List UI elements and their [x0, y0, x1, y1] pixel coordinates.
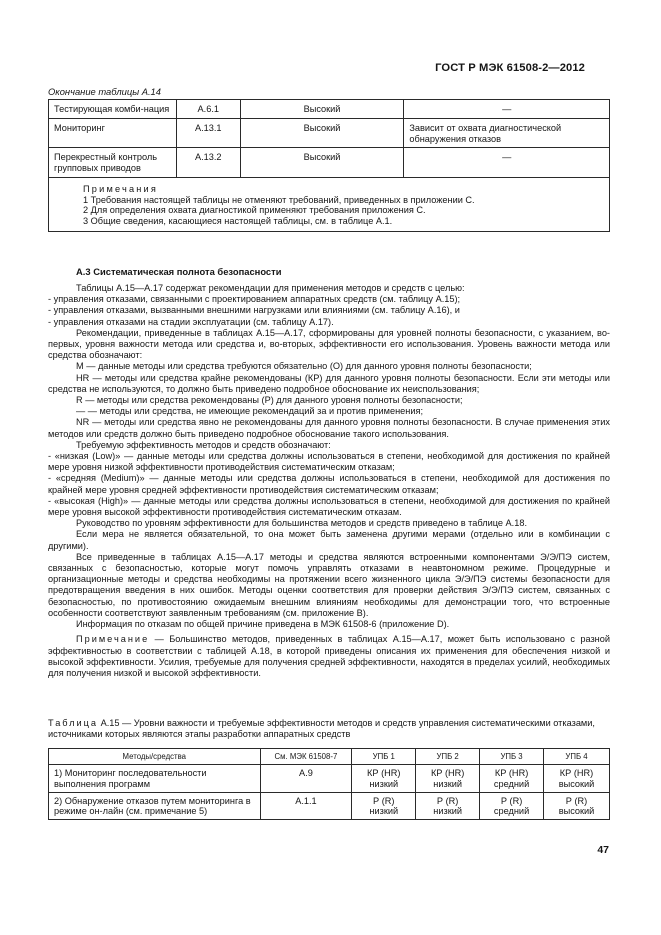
- section-title: А.3 Систематическая полнота безопасности: [76, 266, 282, 277]
- effectiveness: средний: [493, 806, 530, 817]
- notes-row: [49, 177, 610, 231]
- header-cell: Методы/средства: [49, 749, 261, 765]
- effectiveness: низкий: [369, 778, 399, 789]
- page-header: ГОСТ Р МЭК 61508-2—2012: [435, 62, 585, 74]
- level-cell: Высокий: [240, 118, 404, 148]
- note-paragraph: [48, 634, 610, 679]
- method-cell: Тестирующая комби-нация: [49, 100, 177, 119]
- importance-level: КР (HR): [494, 768, 529, 779]
- body-text: [48, 283, 610, 679]
- sil-cell: [544, 765, 610, 793]
- ref-cell: А.13.1: [176, 118, 240, 148]
- importance-level: КР (HR): [430, 768, 465, 779]
- sil-cell: [544, 792, 610, 820]
- level-cell: Высокий: [240, 148, 404, 178]
- note-text: — Большинство методов, приведенных в таблицах А.15—А.17, может быть использовано с разной эффективностью в соответствии с таблицей А.18, в которой приведены описания их применения для обеспечения низкой и высокой эффективности. Усилия, требуемые для получения средней эффективности, находятся в пределах усилий, необходимых для получения низкой и высокой эффективности.: [48, 634, 610, 678]
- paragraph: - «высокая (High)» — данные методы или средства должны использоваться в степени, необходимой для достижения по крайней мере уровня высокой эффективности противодействия систематическим отказам.: [48, 495, 610, 518]
- comment-cell: —: [404, 100, 610, 119]
- importance-level: Р (R): [565, 795, 588, 806]
- ref-cell: А.9: [260, 765, 352, 793]
- page-number: 47: [597, 844, 609, 856]
- sil-cell: [416, 765, 480, 793]
- paragraph: Информация по отказам по общей причине приведена в МЭК 61508-6 (приложение D).: [76, 619, 450, 630]
- effectiveness: средний: [493, 778, 530, 789]
- paragraph-list: [48, 283, 610, 630]
- caption-text: А.15 — Уровни важности и требуемые эффективности методов и средств управления систематическими отказами, источниками которых являются этапы разработки аппаратных средств: [48, 718, 595, 740]
- sil-cell: [352, 792, 416, 820]
- paragraph: Если мера не является обязательной, то она может быть заменена другими мерами (отдельно или в комбинации с другими).: [48, 529, 610, 551]
- caption-label: Таблица: [48, 718, 99, 728]
- importance-level: Р (R): [436, 795, 459, 806]
- paragraph: - «низкая (Low)» — данные методы или средства должны использоваться в степени, необходимой для достижения по крайней мере уровня низкой эффективности противодействия систематическим отказам;: [48, 451, 610, 473]
- sil-cell: [416, 792, 480, 820]
- effectiveness: низкий: [369, 806, 399, 817]
- method-cell: Мониторинг: [49, 118, 177, 148]
- table-a15-caption: [48, 718, 610, 740]
- note-item: 2 Для определения охвата диагностикой применяют требования приложения С.: [83, 205, 426, 216]
- method-cell: 1) Мониторинг последовательности выполнения программ: [49, 765, 261, 793]
- paragraph: - управления отказами, вызванными внешними нагрузками или влияниями (см. таблицу А.16), и: [48, 305, 460, 316]
- paragraph: М — данные методы или средства требуются обязательно (О) для данного уровня полноты безопасности;: [76, 361, 532, 372]
- effectiveness: низкий: [433, 806, 462, 817]
- level-cell: Высокий: [240, 100, 404, 119]
- header-cell: См. МЭК 61508-7: [260, 749, 352, 765]
- paragraph: HR — методы или средства крайне рекомендованы (КР) для данного уровня полноты безопасности. Если эти методы или средства не используются, то должно быть приведено подробное обоснование их неиспользования;: [48, 372, 610, 394]
- comment-cell: Зависит от охвата диагностической обнаружения отказов: [404, 118, 610, 148]
- effectiveness: низкий: [433, 778, 462, 789]
- sil-cell: [352, 765, 416, 793]
- paragraph: - управления отказами на стадии эксплуатации (см. таблицу А.17).: [48, 316, 334, 327]
- paragraph: NR — методы или средства явно не рекомендованы для данного уровня полноты безопасности. В случае применения этих методов или средств должно быть приведено подробное обоснование такого использования.: [48, 417, 610, 439]
- paragraph: — — методы или средства, не имеющие рекомендаций за и против применения;: [76, 406, 423, 417]
- table-continuation-caption: Окончание таблицы А.14: [48, 86, 161, 97]
- comment-cell: —: [404, 148, 610, 178]
- ref-cell: А.1.1: [260, 792, 352, 820]
- note-item: 3 Общие сведения, касающиеся настоящей таблицы, см. в таблице А.1.: [83, 216, 393, 227]
- paragraph: Руководство по уровням эффективности для большинства методов и средств приведено в таблице А.18.: [76, 518, 528, 529]
- paragraph: Требуемую эффективность методов и средств обозначают:: [76, 439, 331, 450]
- table-a15: [48, 748, 610, 820]
- header-cell: УПБ 4: [544, 749, 610, 765]
- table-row: [49, 118, 610, 148]
- sil-cell: [480, 765, 544, 793]
- table-row: [49, 765, 610, 793]
- effectiveness: высокий: [558, 778, 595, 789]
- method-cell: 2) Обнаружение отказов путем мониторинга в режиме он-лайн (см. примечание 5): [49, 792, 261, 820]
- header-cell: УПБ 1: [352, 749, 416, 765]
- paragraph: Таблицы А.15—А.17 содержат рекомендации для применения методов и средств с целью:: [76, 283, 465, 293]
- ref-cell: А.6.1: [176, 100, 240, 119]
- table-header-row: [49, 749, 610, 765]
- importance-level: Р (R): [373, 795, 395, 806]
- header-cell: УПБ 2: [416, 749, 480, 765]
- table-a14: [48, 99, 610, 232]
- ref-cell: А.13.2: [176, 148, 240, 178]
- importance-level: КР (HR): [367, 768, 401, 779]
- note-label: Примечание: [76, 634, 150, 645]
- table-row: [49, 792, 610, 820]
- effectiveness: высокий: [558, 806, 595, 817]
- sil-cell: [480, 792, 544, 820]
- notes-cell: [49, 177, 610, 231]
- paragraph: Все приведенные в таблицах А.15—А.17 методы и средства являются встроенными компонентами Э/Э/ПЭ систем, связанных с безопасностью, которые могут помочь управлять отказами в неавтономном режиме. Процедурные и организационные методы и средства необходимы на протяжении всего жизненного цикла Э/Э/ПЭ системы безопасности для предотвращения введения в них ошибок. Методы оценки соответствия для проверки действия Э/Э/ПЭ систем, связанных с безопасностью, по противостоянию ожидаемым внешним влияниям необходимы для демонстрации того, что встроенные особенности соответствуют заявленным требованиям (см. приложение В).: [48, 551, 610, 618]
- paragraph: - управления отказами, связанными с проектированием аппаратных средств (см. таблицу А.15);: [48, 294, 461, 305]
- header-cell: УПБ 3: [480, 749, 544, 765]
- paragraph: R — методы или средства рекомендованы (Р) для данного уровня полноты безопасности;: [76, 395, 463, 406]
- note-item: 1 Требования настоящей таблицы не отменяют требований, приведенных в приложении С.: [83, 194, 475, 205]
- paragraph: Рекомендации, приведенные в таблицах А.15—А.17, сформированы для уровней полноты безопасности, с указанием, во-первых, уровня важности метода или средства и, во-вторых, эффективности его использования. Уровень важности метода или средства обозначают:: [48, 327, 610, 361]
- table-row: [49, 100, 610, 119]
- importance-level: Р (R): [500, 795, 523, 806]
- table-row: [49, 148, 610, 178]
- method-cell: Перекрестный контроль групповых приводов: [49, 148, 177, 178]
- notes-title: Примечания: [83, 183, 159, 194]
- paragraph: - «средняя (Medium)» — данные методы или средства должны использоваться в степени, необходимой для достижения по крайней мере уровня средней эффективности противодействия систематическим отказам;: [48, 473, 610, 495]
- importance-level: КР (HR): [559, 768, 594, 779]
